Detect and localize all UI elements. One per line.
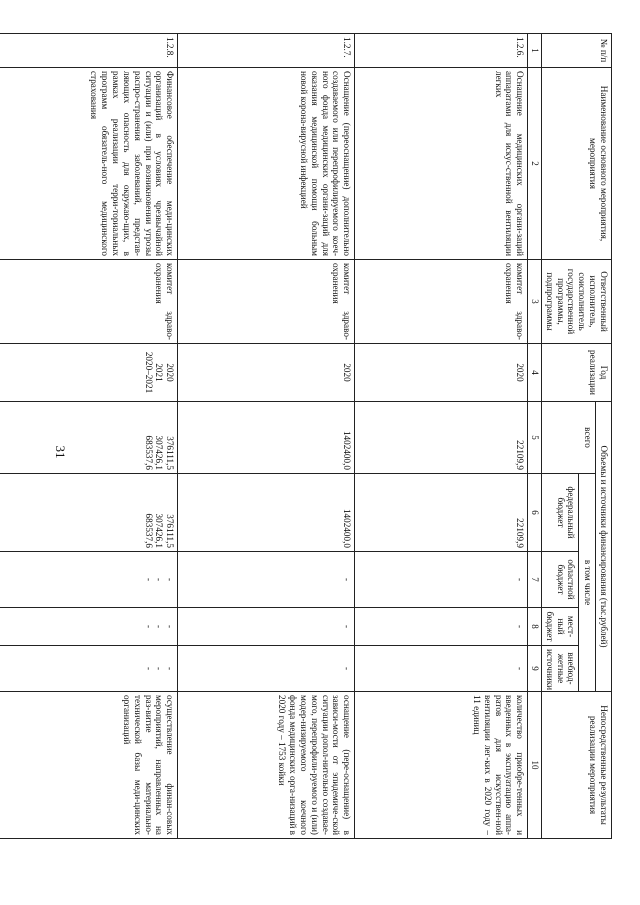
header-total: всего — [541, 402, 595, 474]
federal-value: 307426,1 — [154, 513, 165, 548]
row-regional — [178, 552, 355, 608]
extra-value: - — [143, 666, 154, 671]
row-name: Финансовое обеспечение меди-цинских организаций в условиях чрезвычайной ситуации и (или) при возникновении угрозы распро-странения заболеваний, представ-ляющих опасность для окружаю-щих, в рамках реализации терри-ториальных программ обязатель-ного медицинского страхования — [0, 68, 178, 260]
total-value: 376111,5 — [165, 436, 176, 470]
local-value: - — [154, 624, 165, 629]
local-value: - — [342, 624, 353, 629]
row-regional — [355, 552, 528, 608]
total-value: 683537,6 — [143, 435, 154, 470]
col-number: 1 — [528, 34, 542, 68]
header-results: Непосредственные результаты реализации мероприятия — [541, 692, 611, 839]
col-number: 7 — [528, 552, 542, 608]
header-including: в том числе — [579, 474, 596, 692]
row-extra — [355, 646, 528, 692]
row-federal — [355, 474, 528, 552]
row-total — [355, 402, 528, 474]
row-name: Оснащение медицинских органи-заций аппаратами для искус-ственной вентиляции легких — [355, 68, 528, 260]
year-value: 2021 — [154, 363, 165, 382]
header-extra: внебюд-жетные источники — [541, 646, 579, 692]
year-value: 2020 — [165, 363, 176, 382]
regional-value: - — [342, 577, 353, 582]
row-years — [355, 344, 528, 402]
table-row — [178, 34, 355, 839]
col-number: 6 — [528, 474, 542, 552]
row-name: Оснащение (переоснащение) дополнительно создаваемого или перепрофилируемого коеч-ного фонда медицинских органи-заций для оказания медицинской помощи больным новой корона-вирусной инфекцией — [178, 68, 355, 260]
row-result: осуществление финан-совых мероприятий, направленных на раз-витие материально-технической базы меди-цинских организаций — [0, 692, 178, 839]
year-value: 2020–2021 — [143, 351, 154, 394]
row-result: количество приобре-тенных и введенных в эксплуатацию аппа-ратов для искусствен-ной вентиляции лег-ких в 2020 году – 11 единиц — [355, 692, 528, 839]
col-number: 2 — [528, 68, 542, 260]
extra-value: - — [165, 666, 176, 671]
page-number: 31 — [53, 445, 68, 459]
row-regional — [0, 552, 178, 608]
row-responsible: комитет здраво-охранения — [0, 260, 178, 344]
row-num: 1.2.6. — [355, 34, 528, 68]
col-number: 5 — [528, 402, 542, 474]
year-value: 2020 — [342, 363, 353, 382]
header-responsible: Ответственный исполнитель, соисполнитель государственной программы, подпрограммы — [541, 260, 611, 344]
local-value: - — [515, 624, 526, 629]
regional-value: - — [165, 577, 176, 582]
header-row-1 — [596, 34, 612, 839]
local-value: - — [143, 624, 154, 629]
year-value: 2020 — [515, 363, 526, 382]
row-num: 1.2.8. — [0, 34, 178, 68]
header-local: мест-ный бюджет — [541, 608, 579, 646]
col-number: 10 — [528, 692, 542, 839]
row-years — [178, 344, 355, 402]
local-value: - — [165, 624, 176, 629]
extra-value: - — [515, 666, 526, 671]
total-value: 22109,9 — [515, 440, 526, 470]
header-regional: областной бюджет — [541, 552, 579, 608]
row-responsible: комитет здраво-охранения — [355, 260, 528, 344]
row-local — [355, 608, 528, 646]
regional-value: - — [143, 577, 154, 582]
funding-table — [0, 33, 612, 839]
col-number: 3 — [528, 260, 542, 344]
table-row — [0, 34, 178, 839]
col-number: 9 — [528, 646, 542, 692]
total-value: 1402400,0 — [342, 430, 353, 470]
row-total — [0, 402, 178, 474]
column-numbers-row — [528, 34, 542, 839]
rotated-table-container — [87, 33, 612, 838]
row-local — [0, 608, 178, 646]
regional-value: - — [154, 577, 165, 582]
row-num: 1.2.7. — [178, 34, 355, 68]
federal-value: 1402400,0 — [342, 508, 353, 548]
extra-value: - — [154, 666, 165, 671]
header-federal: федеральный бюджет — [541, 474, 579, 552]
extra-value: - — [342, 666, 353, 671]
row-extra — [0, 646, 178, 692]
federal-value: 683537,6 — [143, 513, 154, 548]
header-year: Год реализации — [541, 344, 611, 402]
row-total — [178, 402, 355, 474]
row-extra — [178, 646, 355, 692]
col-number: 4 — [528, 344, 542, 402]
header-funding: Объемы и источники финансирования (тыс.рублей) — [596, 402, 612, 692]
row-years — [0, 344, 178, 402]
row-responsible: комитет здраво-охранения — [178, 260, 355, 344]
regional-value: - — [515, 577, 526, 582]
row-local — [178, 608, 355, 646]
federal-value: 376111,5 — [165, 514, 176, 548]
row-result: оснащение (пере-оснащение) в зависи-мости от эпидемиче-ской ситуации допол-нительно создавае-мого, перепрофили-руемого и (или) модер-низируемого коечного фонда медицинских орга-низаций в 2020 году – 1753 койки — [178, 692, 355, 839]
total-value: 307426,1 — [154, 435, 165, 470]
federal-value: 22109,9 — [515, 518, 526, 548]
row-federal — [178, 474, 355, 552]
table-row — [355, 34, 528, 839]
col-number: 8 — [528, 608, 542, 646]
row-federal — [0, 474, 178, 552]
header-name: Наименование основного мероприятия, мероприятия — [541, 68, 611, 260]
header-num: № п/п — [541, 34, 611, 68]
